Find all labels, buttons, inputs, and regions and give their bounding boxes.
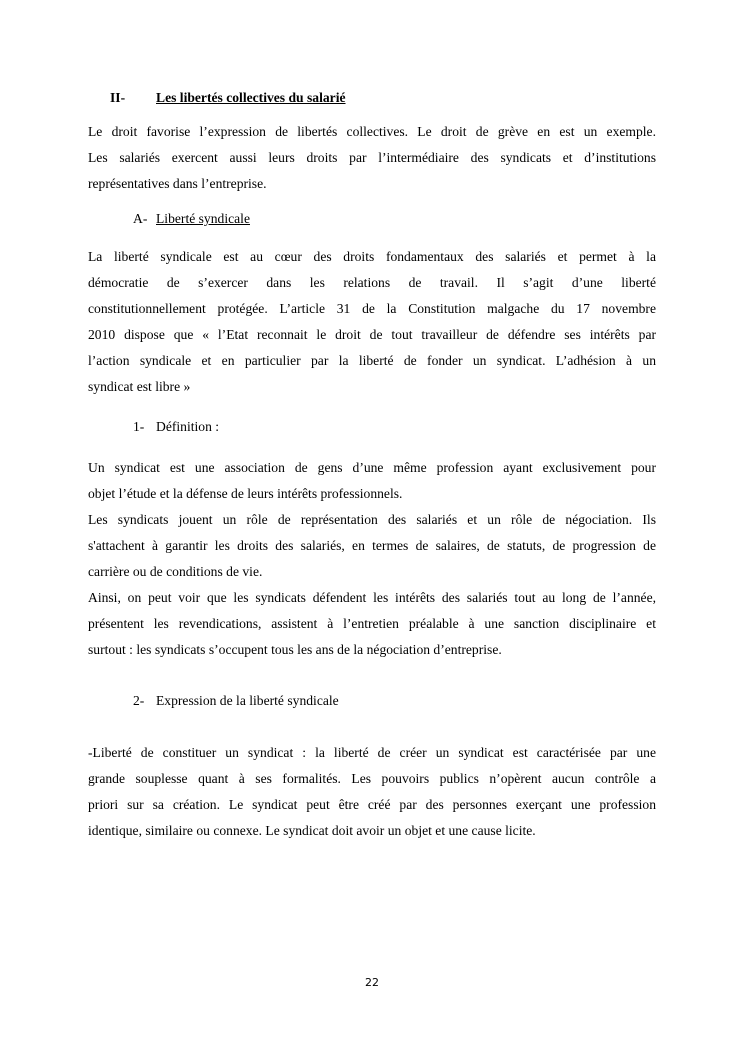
para-1-line: présentent les revendications, assistent à l’entretien préalable à une sanction disciplinaire et — [88, 616, 656, 631]
section-number: II- — [110, 90, 126, 105]
item-1-number: 1- — [133, 419, 145, 434]
page-number: 22 — [365, 976, 379, 989]
para-2-line: -Liberté de constituer un syndicat : la liberté de créer un syndicat est caractérisée par une — [88, 745, 656, 760]
para-2-line: grande souplesse quant à ses formalités. Les pouvoirs publics n’opèrent aucun contrôle a — [88, 771, 656, 786]
item-1-title: Définition : — [156, 419, 220, 434]
para-1-line: Ainsi, on peut voir que les syndicats défendent les intérêts des salariés tout au long de l’année, — [88, 590, 656, 605]
para-1-line: surtout : les syndicats s’occupent tous les ans de la négociation d’entreprise. — [88, 642, 502, 657]
para-a-line: constitutionnellement protégée. L’article 31 de la Constitution malgache du 17 novembre — [88, 301, 656, 316]
section-title: Les libertés collectives du salarié — [156, 90, 346, 105]
para-a-line: syndicat est libre » — [88, 379, 191, 394]
para-2-line: priori sur sa création. Le syndicat peut être créé par des personnes exerçant une profession — [88, 797, 656, 812]
para-1-line: Un syndicat est une association de gens d’une même profession ayant exclusivement pour — [88, 460, 656, 475]
item-2-number: 2- — [133, 693, 145, 708]
para-1-line: carrière ou de conditions de vie. — [88, 564, 263, 579]
intro-line: Le droit favorise l’expression de libertés collectives. Le droit de grève en est un exemple. — [88, 124, 656, 139]
para-2-line: identique, similaire ou connexe. Le syndicat doit avoir un objet et une cause licite. — [88, 823, 536, 838]
intro-line: représentatives dans l’entreprise. — [88, 176, 267, 191]
para-a-line: démocratie de s’exercer dans les relations de travail. Il s’agit d’une liberté — [88, 275, 656, 290]
item-2-title: Expression de la liberté syndicale — [156, 693, 339, 708]
intro-line: Les salariés exercent aussi leurs droits par l’intermédiaire des syndicats et d’institutions — [88, 150, 656, 165]
para-1-line: objet l’étude et la défense de leurs intérêts professionnels. — [88, 486, 403, 501]
para-a-line: La liberté syndicale est au cœur des droits fondamentaux des salariés et permet à la — [88, 249, 656, 264]
para-1-line: s'attachent à garantir les droits des salariés, en termes de salaires, de statuts, de progression de — [88, 538, 656, 553]
subsection-a-title: Liberté syndicale — [156, 211, 250, 226]
subsection-a-number: A- — [133, 211, 148, 226]
para-a-line: l’action syndicale et en particulier par la liberté de fonder un syndicat. L’adhésion à un — [88, 353, 656, 368]
para-a-line: 2010 dispose que « l’Etat reconnait le droit de tout travailleur de défendre ses intérêts par — [88, 327, 656, 342]
para-1-line: Les syndicats jouent un rôle de représentation des salariés et un rôle de négociation. Ils — [88, 512, 656, 527]
